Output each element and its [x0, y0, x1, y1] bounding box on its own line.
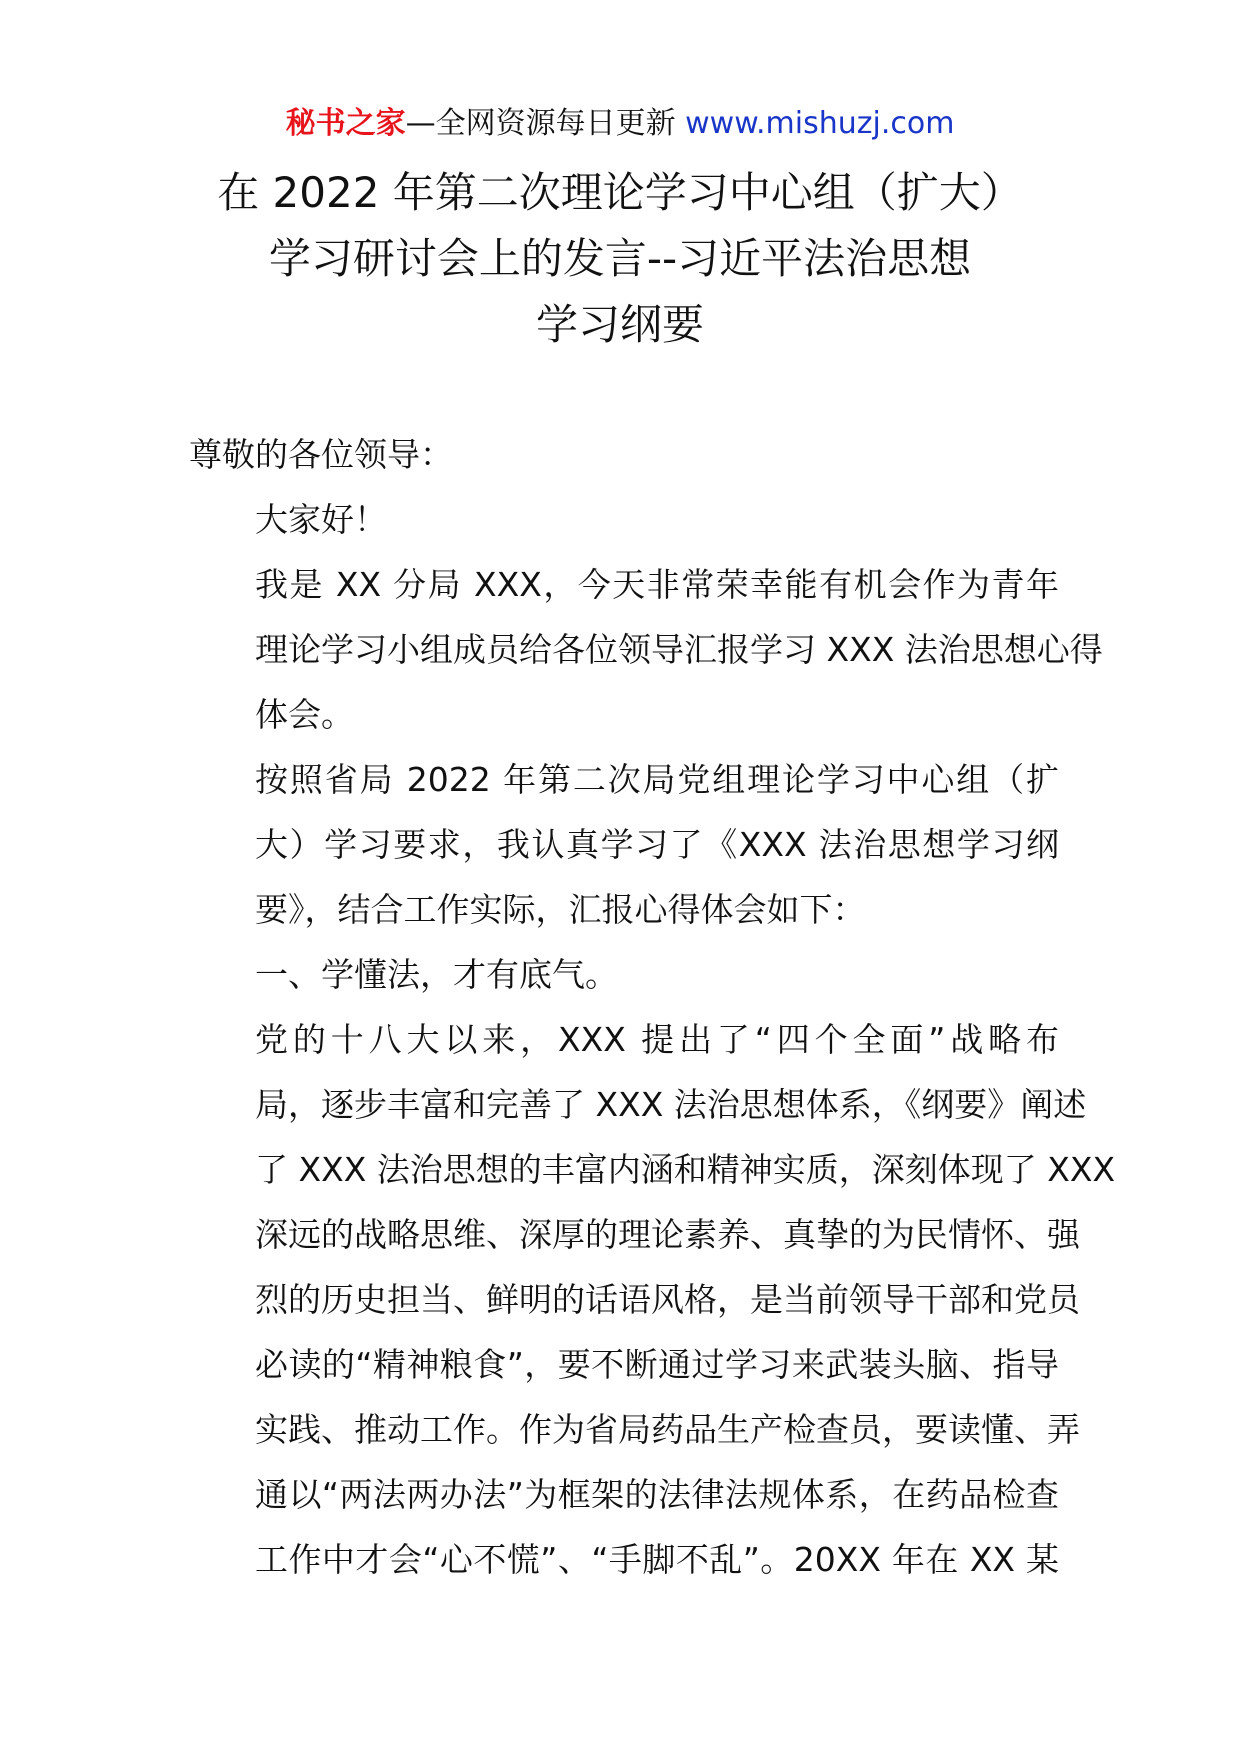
- site-slogan: —全网资源每日更新: [405, 106, 686, 141]
- greeting: 大家好！: [255, 500, 387, 539]
- text-line: 大）学习要求，我认真学习了《XXX 法治思想学习纲: [255, 825, 1059, 864]
- section-heading: 一、学懂法，才有底气。: [255, 955, 618, 994]
- intro-paragraph: [189, 552, 1103, 747]
- text-line: 工作中才会“心不慌”、“手脚不乱”。20XX 年在 XX 某: [255, 1540, 1059, 1579]
- text-line: 体会。: [255, 695, 354, 734]
- site-header: [0, 102, 1240, 146]
- text-line: 按照省局 2022 年第二次局党组理论学习中心组（扩: [255, 760, 1059, 799]
- text-line: 通以“两法两办法”为框架的法律法规体系，在药品检查: [255, 1475, 1059, 1514]
- text-line: 局，逐步丰富和完善了 XXX 法治思想体系，《纲要》阐述: [255, 1085, 1087, 1124]
- text-line: 理论学习小组成员给各位领导汇报学习 XXX 法治思想心得: [255, 630, 1103, 669]
- salutation: 尊敬的各位领导：: [189, 435, 453, 474]
- text-line: 党的十八大以来，XXX 提出了“四个全面”战略布: [255, 1020, 1059, 1059]
- title-line: 学习研讨会上的发言--习近平法治思想: [268, 234, 972, 283]
- text-line: 了 XXX 法治思想的丰富内涵和精神实质，深刻体现了 XXX: [255, 1150, 1116, 1189]
- text-line: 必读的“精神粮食”，要不断通过学习来武装头脑、指导: [255, 1345, 1059, 1384]
- context-paragraph: [189, 747, 1059, 942]
- site-brand: 秘书之家: [285, 106, 406, 141]
- text-line: 实践、推动工作。作为省局药品生产检查员，要读懂、弄: [255, 1410, 1080, 1449]
- text-line: 要》，结合工作实际，汇报心得体会如下：: [255, 890, 866, 929]
- text-line: 深远的战略思维、深厚的理论素养、真挚的为民情怀、强: [255, 1215, 1080, 1254]
- text-line: 烈的历史担当、鲜明的话语风格，是当前领导干部和党员: [255, 1280, 1080, 1319]
- title-line: 在 2022 年第二次理论学习中心组（扩大）: [217, 168, 1023, 217]
- document-title: [120, 160, 1120, 358]
- section-body-paragraph: [189, 1007, 1116, 1592]
- site-url-link[interactable]: www.mishuzj.com: [685, 106, 955, 141]
- title-line: 学习纲要: [535, 300, 704, 349]
- document-body: [189, 422, 1116, 1592]
- text-line: 我是 XX 分局 XXX，今天非常荣幸能有机会作为青年: [255, 565, 1059, 604]
